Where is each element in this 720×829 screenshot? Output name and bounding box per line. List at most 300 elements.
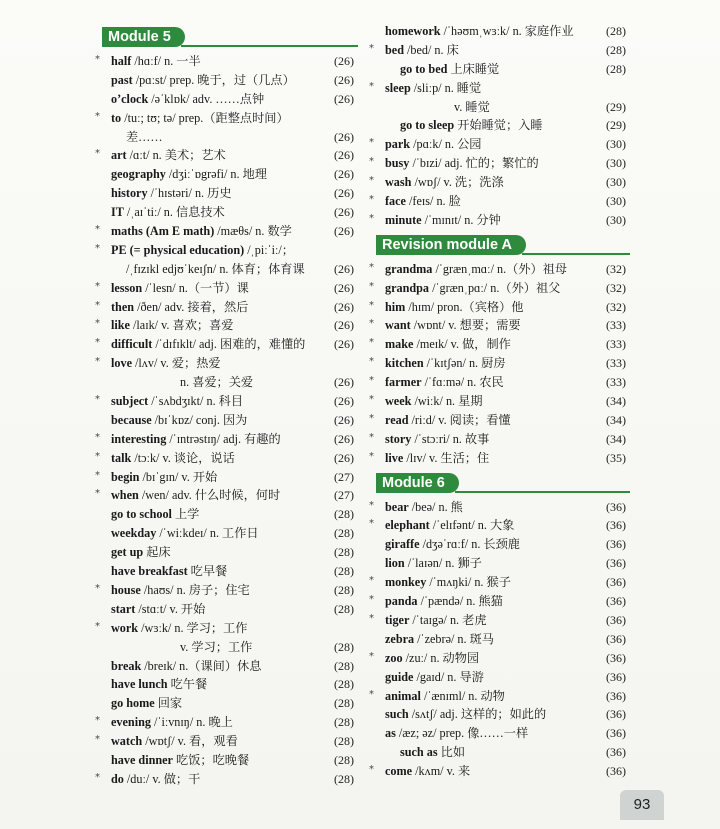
entry-text [385, 687, 598, 706]
page-reference: (30) [606, 212, 626, 227]
definition: /ˈhɪstəri/ n. 历史 [147, 186, 232, 201]
vocabulary-entry [376, 535, 626, 554]
vocabulary-entry [369, 79, 626, 98]
definition: /wiːk/ n. 星期 [411, 394, 483, 409]
entry-text [111, 241, 326, 260]
page-reference: (36) [606, 612, 626, 627]
definition: 吃饭；吃晚餐 [172, 752, 250, 767]
section-title: Module 6 [376, 473, 459, 493]
entry-text [385, 630, 598, 649]
headword: to [111, 110, 122, 125]
headword: wash [385, 175, 412, 190]
entry-text [111, 430, 326, 449]
vocabulary-entry [95, 354, 354, 373]
definition: /wɒtʃ/ v. 看，观看 [142, 734, 238, 749]
entry-text [385, 79, 598, 98]
headword: maths (Am E math) [111, 224, 215, 239]
entry-text [385, 373, 598, 392]
headword: house [111, 582, 141, 597]
entry-text [111, 657, 326, 676]
entry-text [385, 335, 598, 354]
vocabulary-entry [102, 675, 354, 694]
headword: live [385, 450, 404, 465]
entry-text [126, 128, 326, 147]
headword: love [111, 356, 132, 371]
vocabulary-entry [369, 41, 626, 60]
vocabulary-entry [95, 581, 354, 600]
vocabulary-entry [95, 222, 354, 241]
entry-text [385, 354, 598, 373]
vocabulary-entry [102, 411, 354, 430]
vocabulary-entry [369, 649, 626, 668]
definition: /ˌpiːˈiː/； [244, 242, 294, 257]
vocabulary-entry [102, 562, 354, 581]
page-reference: (28) [334, 752, 354, 767]
key-word-star-icon: * [369, 394, 374, 406]
headword: work [111, 620, 139, 635]
headword: do [111, 771, 124, 786]
definition: /ˈstɔːri/ n. 故事 [411, 431, 490, 446]
entry-text [111, 165, 326, 184]
key-word-star-icon: * [369, 337, 374, 349]
key-word-star-icon: * [369, 137, 374, 149]
definition: v. 睡觉 [454, 99, 490, 114]
vocabulary-entry [369, 154, 626, 173]
entry-text [454, 98, 598, 117]
entry-text [126, 260, 326, 279]
key-word-star-icon: * [95, 54, 100, 65]
entry-text [385, 279, 598, 298]
definition: 起床 [143, 545, 171, 560]
entry-text [111, 751, 326, 770]
vocabulary-entry [102, 505, 354, 524]
entry-text [111, 298, 326, 317]
vocabulary-entry [376, 98, 626, 117]
page-reference: (28) [334, 696, 354, 711]
left-column [95, 22, 354, 789]
vocabulary-entry [376, 554, 626, 573]
definition: 比如 [437, 745, 466, 760]
page-reference: (33) [606, 356, 626, 371]
entry-text [385, 154, 598, 173]
headword: him [385, 299, 406, 314]
vocabulary-entry [369, 373, 626, 392]
vocabulary-entry [376, 630, 626, 649]
entry-text [385, 411, 598, 430]
key-word-star-icon: * [95, 242, 100, 254]
definition: /breɪk/ n.（课间）休息 [141, 658, 262, 673]
definition: /ˈwiːkdeɪ/ n. 工作日 [156, 526, 259, 541]
page-reference: (28) [334, 564, 354, 579]
section-header-revision-module-a [376, 232, 626, 258]
headword: o’clock [111, 91, 149, 106]
definition: /ˈmɪnɪt/ n. 分钟 [421, 212, 501, 227]
headword: panda [385, 594, 418, 609]
definition: /haʊs/ n. 房子；住宅 [140, 582, 250, 597]
page-reference: (32) [606, 299, 626, 314]
page-reference: (30) [606, 137, 626, 152]
section-title: Module 5 [102, 27, 185, 47]
vocabulary-entry [369, 279, 626, 298]
entry-text [400, 743, 598, 762]
headword: bed [385, 42, 404, 57]
headword: subject [111, 394, 149, 409]
key-word-star-icon: * [95, 488, 100, 500]
vocabulary-entry [369, 430, 626, 449]
key-word-star-icon: * [369, 80, 374, 92]
headword: begin [111, 469, 140, 484]
headword: come [385, 764, 413, 779]
vocabulary-entry [376, 22, 626, 41]
vocabulary-entry [369, 298, 626, 317]
headword: week [385, 394, 412, 409]
definition: /hɪm/ pron.（宾格）他 [405, 299, 524, 314]
page-reference: (28) [334, 582, 354, 597]
definition: /ˈlaɪən/ n. 狮子 [404, 556, 482, 571]
vocabulary-entry [102, 694, 354, 713]
right-column [369, 22, 626, 781]
definition: /ˈænɪml/ n. 动物 [420, 688, 505, 703]
page-reference: (36) [606, 575, 626, 590]
page-reference: (26) [334, 224, 354, 239]
definition: 开始睡觉；入睡 [454, 118, 543, 133]
entry-text [111, 619, 326, 638]
key-word-star-icon: * [95, 582, 100, 594]
key-word-star-icon: * [369, 688, 374, 700]
page-reference: (26) [334, 205, 354, 220]
headword: because [111, 412, 152, 427]
definition: /lʌv/ v. 爱；热爱 [131, 356, 221, 371]
definition: /pɑːst/ prep. 晚于，过（几点） [132, 72, 295, 87]
key-word-star-icon: * [95, 771, 100, 783]
definition: /ˈmʌŋki/ n. 猴子 [426, 575, 511, 590]
vocabulary-entry [95, 486, 354, 505]
definition: /lɪv/ v. 生活；住 [403, 450, 490, 465]
key-word-star-icon: * [369, 156, 374, 168]
page-reference: (28) [334, 734, 354, 749]
definition: /ˈlesn/ n.（一节）课 [142, 280, 249, 295]
section-rule [181, 45, 358, 47]
headword: have breakfast [111, 564, 188, 579]
vocabulary-entry [369, 611, 626, 630]
headword: evening [111, 715, 151, 730]
headword: go to bed [400, 61, 448, 76]
entry-text [385, 592, 598, 611]
page-reference: (26) [334, 337, 354, 352]
definition: /kʌm/ v. 来 [412, 764, 471, 779]
definition: /ˈsʌbdʒɪkt/ n. 科目 [148, 394, 244, 409]
vocabulary-entry [369, 316, 626, 335]
headword: difficult [111, 337, 153, 352]
entry-text [111, 222, 326, 241]
vocabulary-entry [369, 516, 626, 535]
key-word-star-icon: * [369, 194, 374, 206]
entry-text [385, 316, 598, 335]
vocabulary-entry [95, 335, 354, 354]
entry-text [385, 211, 598, 230]
page-reference: (33) [606, 318, 626, 333]
entry-text [385, 554, 598, 573]
headword: elephant [385, 518, 430, 533]
headword: history [111, 186, 148, 201]
key-word-star-icon: * [369, 375, 374, 387]
page-reference: (36) [606, 669, 626, 684]
entry-text [111, 486, 326, 505]
page-reference: (26) [334, 318, 354, 333]
key-word-star-icon: * [369, 175, 374, 187]
definition: /dʒiːˈɒgrəfi/ n. 地理 [165, 167, 267, 182]
definition: /bɪˈgɪn/ v. 开始 [139, 469, 218, 484]
definition: 吃午餐 [167, 677, 208, 692]
definition: /ˈelɪfənt/ n. 大象 [429, 518, 515, 533]
entry-text [111, 600, 326, 619]
page-reference: (32) [606, 261, 626, 276]
headword: grandpa [385, 280, 430, 295]
vocabulary-entry [102, 600, 354, 619]
vocabulary-entry [376, 60, 626, 79]
definition: /ˈfɑːmə/ n. 农民 [421, 375, 504, 390]
key-word-star-icon: * [369, 318, 374, 330]
definition: /pɑːk/ n. 公园 [410, 137, 482, 152]
key-word-star-icon: * [95, 620, 100, 632]
entry-text [111, 581, 326, 600]
page-reference: (26) [334, 450, 354, 465]
page-reference: (28) [334, 771, 354, 786]
page-reference: (36) [606, 631, 626, 646]
definition: /wɜːk/ n. 学习；工作 [138, 620, 248, 635]
definition: n. 喜爱；关爱 [180, 375, 254, 390]
entry-text [111, 109, 326, 128]
page-reference: (36) [606, 499, 626, 514]
page-reference: (36) [606, 537, 626, 552]
vocabulary-entry [369, 392, 626, 411]
key-word-star-icon: * [369, 280, 374, 292]
key-word-star-icon: * [95, 318, 100, 330]
definition: /ˈgrænˌmɑː/ n.（外）祖母 [432, 261, 568, 276]
page-reference: (26) [334, 91, 354, 106]
headword: zebra [385, 631, 415, 646]
entry-text [385, 762, 598, 781]
vocabulary-entry [102, 128, 354, 147]
key-word-star-icon: * [369, 431, 374, 443]
vocabulary-entry [102, 751, 354, 770]
vocabulary-entry [95, 298, 354, 317]
entry-text [111, 449, 326, 468]
key-word-star-icon: * [95, 299, 100, 311]
key-word-star-icon: * [369, 42, 374, 54]
vocabulary-entry [369, 173, 626, 192]
headword: such [385, 707, 409, 722]
key-word-star-icon: * [95, 148, 100, 160]
key-word-star-icon: * [369, 212, 374, 224]
page-reference: (28) [334, 658, 354, 673]
entry-text [111, 732, 326, 751]
definition: /ˈɪntrəstɪŋ/ adj. 有趣的 [166, 431, 281, 446]
vocabulary-entry [376, 705, 626, 724]
headword: PE (= physical education) [111, 242, 245, 257]
page-reference: (36) [606, 688, 626, 703]
entry-text [385, 449, 598, 468]
headword: busy [385, 156, 410, 171]
key-word-star-icon: * [95, 356, 100, 368]
definition: /wɒʃ/ v. 洗；洗涤 [411, 175, 504, 190]
page-reference: (26) [334, 72, 354, 87]
page-reference: (26) [334, 431, 354, 446]
headword: animal [385, 688, 421, 703]
page-reference: (26) [334, 167, 354, 182]
headword: such as [400, 745, 438, 760]
headword: half [111, 54, 132, 68]
entry-text [111, 524, 326, 543]
entry-text [111, 279, 326, 298]
page-reference: (28) [606, 24, 626, 38]
page-reference: (28) [334, 601, 354, 616]
entry-text [400, 116, 598, 135]
vocabulary-entry [369, 335, 626, 354]
headword: guide [385, 669, 414, 684]
page-reference: (26) [334, 129, 354, 144]
entry-text [385, 192, 598, 211]
page-reference: (29) [606, 99, 626, 114]
page-reference: (29) [606, 118, 626, 133]
page-reference: (27) [334, 469, 354, 484]
page-reference: (36) [606, 518, 626, 533]
vocabulary-entry [369, 411, 626, 430]
vocabulary-entry [102, 260, 354, 279]
headword: go to sleep [400, 118, 455, 133]
key-word-star-icon: * [95, 224, 100, 236]
definition: /duː/ v. 做；干 [123, 771, 201, 786]
vocabulary-entry [369, 592, 626, 611]
section-rule [522, 253, 630, 255]
entry-text [385, 516, 598, 535]
entry-text [111, 505, 326, 524]
entry-text [111, 52, 326, 71]
headword: sleep [385, 80, 411, 95]
vocabulary-entry [369, 498, 626, 517]
definition: v. 学习；工作 [180, 639, 253, 654]
key-word-star-icon: * [95, 337, 100, 349]
definition: /sʌtʃ/ adj. 这样的；如此的 [408, 707, 547, 722]
definition: /ˈgrænˌpɑː/ n.（外）祖父 [429, 280, 561, 295]
page-reference: (36) [606, 594, 626, 609]
page-reference: (26) [334, 261, 354, 276]
entry-text [385, 260, 598, 279]
headword: get up [111, 545, 144, 560]
entry-text [111, 770, 326, 789]
entry-text [111, 203, 326, 222]
vocabulary-entry [369, 354, 626, 373]
definition: /bɪˈkɒz/ conj. 因为 [151, 412, 248, 427]
vocabulary-entry [369, 211, 626, 230]
vocabulary-entry [102, 165, 354, 184]
entry-text [385, 41, 598, 60]
vocabulary-entry [95, 619, 354, 638]
entry-text [385, 611, 598, 630]
definition: /ˈhəʊmˌwɜːk/ n. 家庭作业 [440, 24, 574, 38]
headword: minute [385, 212, 422, 227]
headword: homework [385, 24, 441, 38]
definition: /ˈpændə/ n. 熊猫 [417, 594, 503, 609]
headword: want [385, 318, 411, 333]
headword: IT [111, 205, 124, 220]
entry-text [111, 694, 326, 713]
page-reference: (33) [606, 337, 626, 352]
definition: /bed/ n. 床 [403, 42, 459, 57]
page-reference: (30) [606, 194, 626, 209]
key-word-star-icon: * [369, 412, 374, 424]
page-reference: (28) [606, 61, 626, 76]
vocabulary-entry [95, 109, 354, 128]
page-number: 93 [620, 790, 664, 820]
definition: 吃早餐 [187, 564, 228, 579]
page-reference: (26) [334, 54, 354, 68]
key-word-star-icon: * [95, 469, 100, 481]
definition: /mæθs/ n. 数学 [214, 224, 292, 239]
headword: bear [385, 499, 409, 514]
entry-text [111, 392, 326, 411]
page-reference: (34) [606, 431, 626, 446]
definition: /meɪk/ v. 做，制作 [413, 337, 511, 352]
headword: go to school [111, 507, 172, 522]
headword: interesting [111, 431, 167, 446]
vocabulary-entry [369, 573, 626, 592]
key-word-star-icon: * [95, 431, 100, 443]
vocabulary-entry [102, 657, 354, 676]
vocabulary-entry [102, 90, 354, 109]
entry-text [385, 724, 598, 743]
page-reference: (26) [334, 394, 354, 409]
page-reference: (26) [334, 280, 354, 295]
definition: /laɪk/ v. 喜欢；喜爱 [129, 318, 234, 333]
definition: /ˈkɪtʃən/ n. 厨房 [423, 356, 506, 371]
definition: /feɪs/ n. 脸 [405, 194, 461, 209]
vocabulary-entry [376, 743, 626, 762]
page-reference: (28) [334, 526, 354, 541]
vocabulary-entry [95, 430, 354, 449]
entry-text [400, 60, 598, 79]
entry-text [111, 675, 326, 694]
definition: /tuː; tʊ; tə/ prep.（距整点时间） [121, 110, 289, 125]
page-reference: (36) [606, 707, 626, 722]
page-reference: (26) [334, 148, 354, 163]
key-word-star-icon: * [369, 518, 374, 530]
vocabulary-entry [369, 192, 626, 211]
page-reference: (36) [606, 745, 626, 760]
entry-text [111, 146, 326, 165]
definition: /dʒəˈrɑːf/ n. 长颈鹿 [419, 537, 520, 552]
definition: /æz; əz/ prep. 像……一样 [395, 726, 529, 741]
entry-text [111, 90, 326, 109]
page-reference: (26) [334, 375, 354, 390]
page-reference: (36) [606, 764, 626, 779]
key-word-star-icon: * [95, 734, 100, 746]
key-word-star-icon: * [95, 280, 100, 292]
vocabulary-entry [95, 52, 354, 71]
definition: /tɔːk/ v. 谈论，说话 [131, 450, 235, 465]
definition: /riːd/ v. 阅读；看懂 [408, 412, 511, 427]
definition: /ˌaɪˈtiː/ n. 信息技术 [123, 205, 225, 220]
entry-text [385, 573, 598, 592]
vocabulary-entry [102, 184, 354, 203]
definition: /əˈklɒk/ adv. ……点钟 [148, 91, 265, 106]
vocabulary-entry [95, 241, 354, 260]
entry-text [111, 713, 326, 732]
definition: /wɒnt/ v. 想要；需要 [410, 318, 521, 333]
definition: /beə/ n. 熊 [408, 499, 463, 514]
vocabulary-entry [95, 770, 354, 789]
entry-text [111, 184, 326, 203]
